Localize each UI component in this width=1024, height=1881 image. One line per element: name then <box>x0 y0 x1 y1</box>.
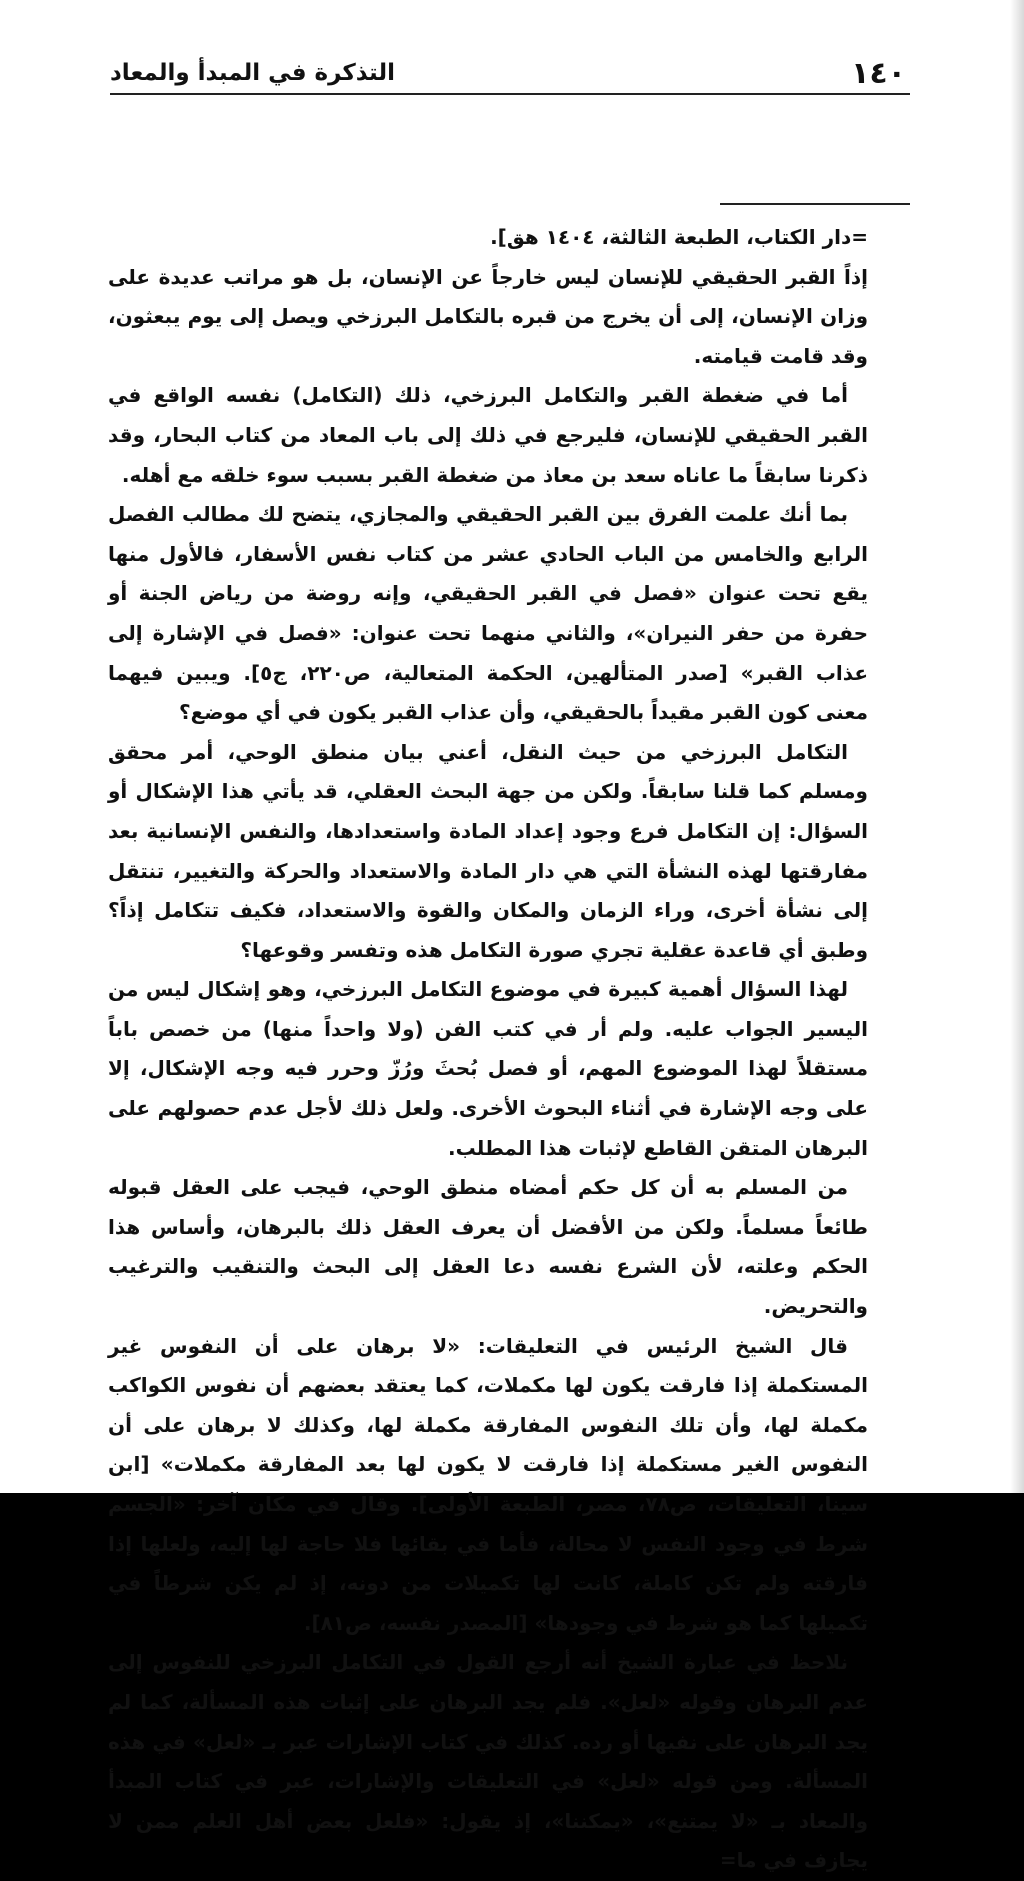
paragraph-3: بما أنك علمت الفرق بين القبر الحقيقي والمجازي، يتضح لك مطالب الفصل الرابع والخامس من الباب الحادي عشر من كتاب نفس الأسفار، فالأول منها يقع تحت عنوان «فصل في القبر الحقيقي، وإنه روضة من رياض الجنة أو حفرة من حفر النيران»، والثاني منهما تحت عنوان: «فصل في الإشارة إلى عذاب القبر» [صدر المتألهين، الحكمة المتعالية، ص٢٢٠، ج٥]. ويبين فيهما معنى كون القبر مقيداً بالحقيقي، وأن عذاب القبر يكون في أي موضع؟ <box>108 502 869 725</box>
body-text <box>108 218 868 1881</box>
paragraph-6: من المسلم به أن كل حكم أمضاه منطق الوحي، فيجب على العقل قبوله طائعاً مسلماً. ولكن من الأفضل أن يعرف العقل ذلك بالبرهان، وأساس هذا الحكم وعلته، لأن الشرع نفسه دعا العقل إلى البحث والتنقيب والترغيب والتحريض. <box>108 1175 868 1319</box>
page-number: ١٤٠ <box>851 56 906 91</box>
paragraph-2: أما في ضغطة القبر والتكامل البرزخي، ذلك (التكامل) نفسه الواقع في القبر الحقيقي للإنسان، فليرجع في ذلك إلى باب المعاد من كتاب البحار، وقد ذكرنا سابقاً ما عاناه سعد بن معاذ من ضغطة القبر بسبب سوء خلقه مع أهله. <box>108 383 868 487</box>
header-rule <box>110 93 910 95</box>
footnote-rule <box>720 203 910 205</box>
running-header <box>110 52 910 92</box>
paragraph-1: إذاً القبر الحقيقي للإنسان ليس خارجاً عن الإنسان، بل هو مراتب عديدة على وزان الإنسان، إلى أن يخرج من قبره بالتكامل البرزخي ويصل إلى يوم يبعثون، وقد قامت قيامته. <box>108 264 868 368</box>
footnote-continuation: =دار الكتاب، الطبعة الثالثة، ١٤٠٤ هق]. <box>490 225 868 249</box>
page-edge-shadow <box>1010 0 1024 1493</box>
running-title: التذكرة في المبدأ والمعاد <box>110 60 395 86</box>
paragraph-7: قال الشيخ الرئيس في التعليقات: «لا برهان على أن النفوس غير المستكملة إذا فارقت يكون لها مكملات، كما يعتقد بعضهم أن نفوس الكواكب مكملة لها، وأن تلك النفوس المفارقة مكملة لها، وكذلك لا برهان على أن النفوس الغير مستكملة إذا فارقت لا يكون لها بعد المفارقة مكملات» [ابن سينا، التعليقات، ص٧٨، مصر، الطبعة الأولى]. وقال في مكان آخر: «الجسم شرط في وجود النفس لا محالة، فأما في بقائها فلا حاجة لها إليه، ولعلها إذا فارقته ولم تكن كاملة، كانت لها تكميلات من دونه، إذ لم يكن شرطاً في تكميلها كما هو شرط في وجودها» [المصدر نفسه، ص٨١]. <box>108 1333 868 1635</box>
paragraph-8: نلاحظ في عبارة الشيخ أنه أرجع القول في التكامل البرزخي للنفوس إلى عدم البرهان وقوله «لعل». فلم يجد البرهان على إثبات هذه المسألة، كما لم يجد البرهان على نفيها أو رده. كذلك في كتاب الإشارات عبر بـ «لعل» في هذه المسألة. ومن قوله «لعل» في التعليقات والإشارات، عبر في كتاب المبدأ والمعاد بـ «لا يمتنع»، «يمكننا»، إذ يقول: «فلعل بعض أهل العلم ممن لا يجازف في ما= <box>108 1650 868 1873</box>
paragraph-4: التكامل البرزخي من حيث النقل، أعني بيان منطق الوحي، أمر محقق ومسلم كما قلنا سابقاً. ولكن من جهة البحث العقلي، قد يأتي هذا الإشكال أو السؤال: إن التكامل فرع وجود إعداد المادة واستعدادها، والنفس الإنسانية بعد مفارقتها لهذه النشأة التي هي دار المادة والاستعداد والحركة والتغيير، تنتقل إلى نشأة أخرى، وراء الزمان والمكان والقوة والاستعداد، فكيف تتكامل إذاً؟ وطبق أي قاعدة عقلية تجري صورة التكامل هذه وتفسر وقوعها؟ <box>108 739 868 962</box>
paragraph-5: لهذا السؤال أهمية كبيرة في موضوع التكامل البرزخي، وهو إشكال ليس من اليسير الجواب عليه. ولم أر في كتب الفن (ولا واحداً منها) من خصص باباً مستقلاً لهذا الموضوع المهم، أو فصل بُحثَ ورُزّ وحرر فيه وجه الإشكال، إلا على وجه الإشارة في أثناء البحوث الأخرى. ولعل ذلك لأجل عدم حصولهم على البرهان المتقن القاطع لإثبات هذا المطلب. <box>108 977 868 1160</box>
